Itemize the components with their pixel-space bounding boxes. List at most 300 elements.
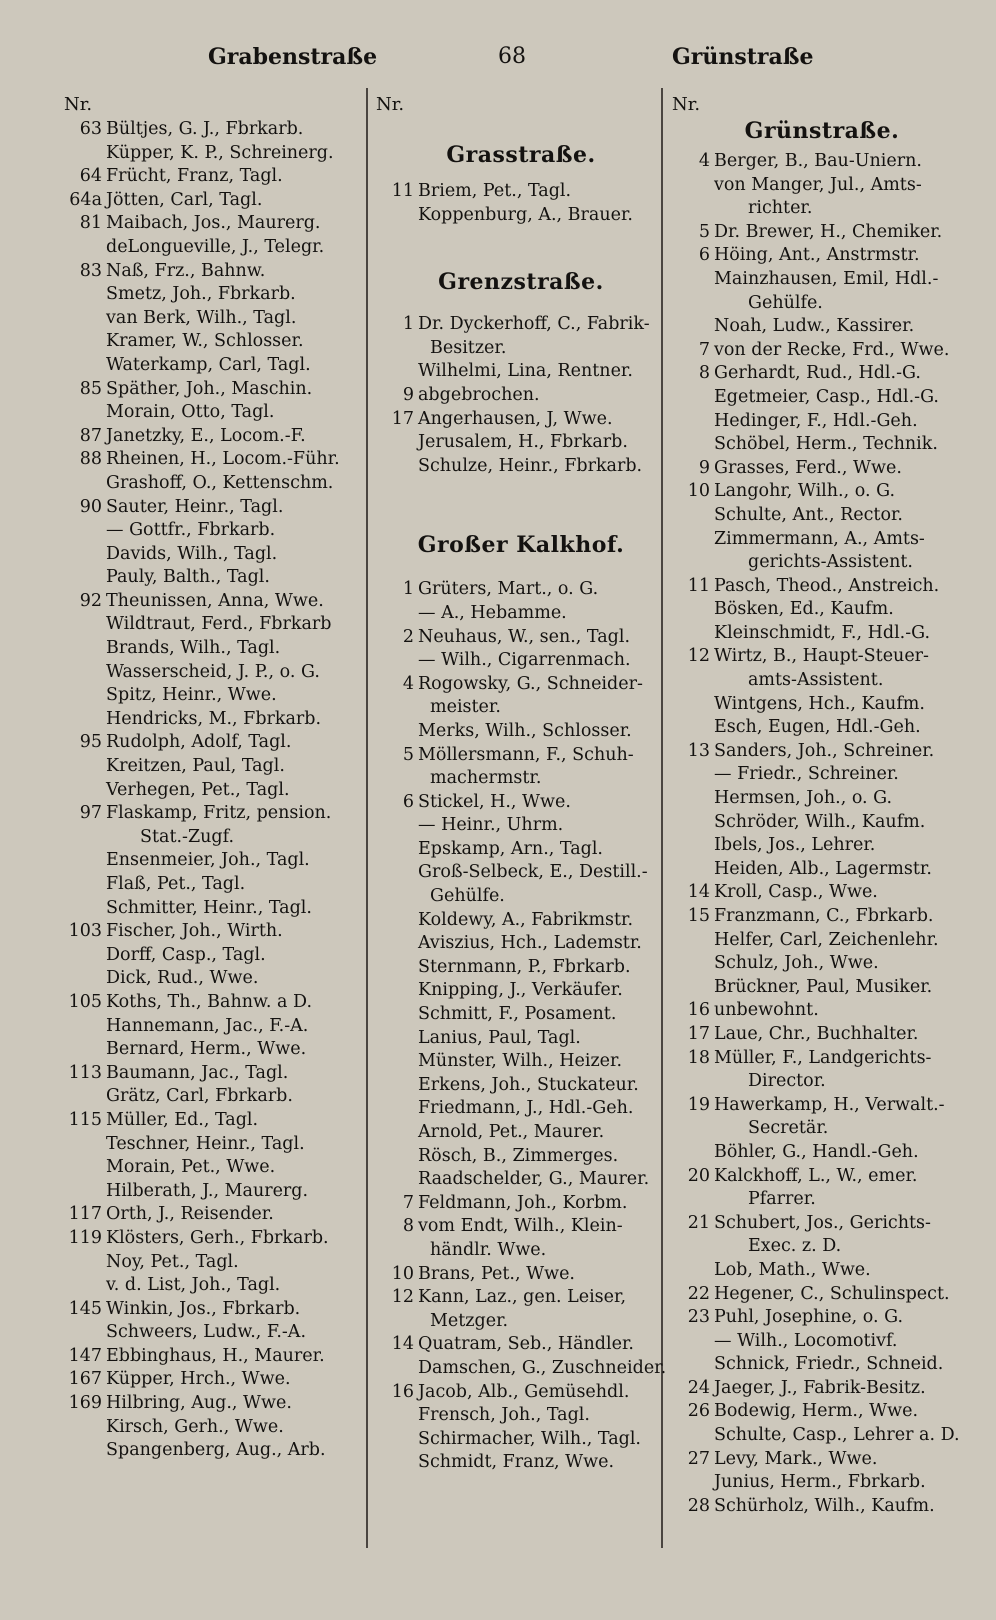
house-number: 5 — [698, 221, 710, 242]
resident-entry: Bültjes, G. J., Fbrkarb. — [106, 119, 304, 139]
resident-entry: Merks, Wilh., Schlosser. — [418, 720, 632, 741]
entry-line — [64, 1085, 364, 1109]
resident-entry: Ensenmeier, Joh., Tagl. — [106, 850, 310, 871]
resident-entry: Bodewig, Herm., Wwe. — [714, 1401, 919, 1422]
resident-entry: Maibach, Jos., Maurerg. — [106, 213, 321, 234]
resident-entry: Lanius, Paul, Tagl. — [418, 1027, 581, 1048]
resident-entry: Gehülfe. — [430, 886, 505, 907]
resident-entry: v. d. List, Joh., Tagl. — [106, 1275, 281, 1296]
entry-line — [64, 1321, 364, 1345]
entry-line — [672, 433, 972, 457]
resident-entry: Morain, Pet., Wwe. — [106, 1157, 276, 1178]
entry-line — [376, 1097, 666, 1121]
house-number: 145 — [68, 1298, 102, 1319]
resident-entry: Metzger. — [430, 1310, 509, 1331]
entry-line — [672, 881, 972, 905]
resident-entry: Levy, Mark., Wwe. — [714, 1448, 878, 1469]
resident-entry: Sanders, Joh., Schreiner. — [714, 740, 935, 761]
resident-entry: Schulze, Heinr., Fbrkarb. — [418, 455, 643, 476]
house-number: 10 — [687, 481, 710, 502]
resident-entry: Hilbring, Aug., Wwe. — [106, 1393, 292, 1414]
resident-entry: Helfer, Carl, Zeichenlehr. — [714, 929, 939, 950]
entry-line — [672, 150, 972, 174]
house-number: 6 — [402, 791, 414, 812]
entry-line — [376, 455, 666, 479]
resident-entry: Kalckhoff, L., W., emer. — [714, 1165, 918, 1186]
street-heading-grenzstrasse: Grenzstraße. — [438, 269, 604, 296]
resident-entry: Spitz, Heinr., Wwe. — [106, 685, 277, 706]
entry-line — [64, 779, 364, 803]
resident-entry: Küpper, K. P., Schreinerg. — [106, 142, 334, 163]
nr-label: Nr. — [672, 94, 701, 115]
street-heading-grosser-kalkhof: Großer Kalkhof. — [417, 532, 625, 559]
resident-entry: Münster, Wilh., Heizer. — [418, 1051, 623, 1072]
house-number: 14 — [391, 1334, 414, 1355]
house-number: 23 — [687, 1307, 710, 1328]
resident-entry: Schöbel, Herm., Technik. — [714, 434, 938, 455]
entry-line — [672, 244, 972, 268]
resident-entry: Bernard, Herm., Wwe. — [106, 1039, 307, 1060]
entry-line — [64, 1038, 364, 1062]
resident-entry: Hegener, C., Schulinspect. — [714, 1283, 950, 1304]
house-number: 8 — [402, 1216, 414, 1237]
resident-entry: Dr. Dyckerhoff, C., Fabrik- — [418, 314, 650, 335]
resident-entry: Langohr, Wilh., o. G. — [714, 481, 896, 502]
resident-entry: Hilberath, J., Maurerg. — [106, 1180, 309, 1201]
resident-entry: Schulz, Joh., Wwe. — [714, 953, 879, 974]
section-grosser-kalkhof — [376, 578, 666, 1475]
resident-entry: Grüters, Mart., o. G. — [418, 579, 599, 600]
house-number: 87 — [79, 425, 102, 446]
entry-line — [376, 1027, 666, 1051]
resident-entry: Klösters, Gerh., Fbrkarb. — [106, 1227, 329, 1248]
house-number: 21 — [687, 1212, 710, 1233]
entry-line — [672, 339, 972, 363]
resident-entry: Schürholz, Wilh., Kaufm. — [714, 1495, 935, 1516]
house-number: 83 — [79, 260, 102, 281]
resident-entry: Stickel, H., Wwe. — [418, 791, 571, 812]
entry-line — [672, 952, 972, 976]
entry-line — [672, 528, 972, 552]
house-number: 2 — [402, 626, 414, 647]
entry-line — [64, 519, 364, 543]
entry-line — [64, 425, 364, 449]
entry-line — [376, 767, 666, 791]
entry-line — [376, 1239, 666, 1263]
resident-entry: Schulte, Casp., Lehrer a. D. — [714, 1425, 960, 1446]
entry-line — [376, 1404, 666, 1428]
resident-entry: unbewohnt. — [714, 1000, 819, 1021]
entry-line — [64, 873, 364, 897]
resident-entry: Epskamp, Arn., Tagl. — [418, 838, 603, 859]
entry-line — [64, 1156, 364, 1180]
entry-line — [672, 197, 972, 221]
house-number: 147 — [68, 1345, 102, 1366]
entry-line — [672, 763, 972, 787]
entry-line — [376, 1121, 666, 1145]
resident-entry: Janetzky, E., Locom.-F. — [106, 425, 306, 446]
entry-line — [672, 1070, 972, 1094]
resident-entry: — Wilh., Cigarrenmach. — [418, 650, 631, 671]
resident-entry: Orth, J., Reisender. — [106, 1204, 274, 1225]
house-number: 19 — [687, 1094, 710, 1115]
entry-line — [64, 802, 364, 826]
entry-line — [376, 431, 666, 455]
resident-entry: — Friedr., Schreiner. — [714, 764, 899, 785]
resident-entry: Gerhardt, Rud., Hdl.-G. — [714, 363, 921, 384]
entry-line — [376, 1145, 666, 1169]
entry-line — [376, 1074, 666, 1098]
resident-entry: meister. — [430, 697, 501, 718]
entry-line — [64, 1439, 364, 1463]
entry-line — [64, 566, 364, 590]
house-number: 103 — [68, 921, 102, 942]
entry-line — [64, 1416, 364, 1440]
entry-line — [672, 1117, 972, 1141]
resident-entry: Junius, Herm., Fbrkarb. — [714, 1472, 926, 1493]
column-2 — [376, 92, 666, 1475]
entry-line — [376, 1310, 666, 1334]
entry-line — [64, 1274, 364, 1298]
resident-entry: Müller, F., Landgerichts- — [714, 1047, 932, 1068]
resident-entry: Raadschelder, G., Maurer. — [418, 1169, 650, 1190]
entry-line — [376, 861, 666, 885]
header-left-street: Grabenstraße — [208, 44, 378, 70]
entry-line — [672, 999, 972, 1023]
resident-entry: Kleinschmidt, F., Hdl.-G. — [714, 622, 931, 643]
resident-entry: Pasch, Theod., Anstreich. — [714, 575, 940, 596]
section-grenzstrasse — [376, 313, 666, 478]
entry-line — [376, 932, 666, 956]
house-number: 8 — [698, 363, 710, 384]
entry-line — [376, 602, 666, 626]
resident-entry: Frensch, Joh., Tagl. — [418, 1405, 590, 1426]
entry-line — [64, 142, 364, 166]
resident-entry: Gehülfe. — [748, 292, 823, 313]
entry-line — [376, 360, 666, 384]
resident-entry: Kreitzen, Paul, Tagl. — [106, 756, 285, 777]
house-number: 16 — [687, 1000, 710, 1021]
entry-line — [672, 1259, 972, 1283]
entry-line — [672, 1306, 972, 1330]
resident-entry: Koths, Th., Bahnw. a D. — [106, 991, 313, 1012]
entry-line — [672, 386, 972, 410]
entry-line — [672, 669, 972, 693]
entry-line — [672, 1165, 972, 1189]
resident-entry: Puhl, Josephine, o. G. — [714, 1307, 904, 1328]
house-number: 169 — [68, 1393, 102, 1414]
house-number: 22 — [687, 1283, 710, 1304]
entry-line — [64, 496, 364, 520]
resident-entry: Grasses, Ferd., Wwe. — [714, 457, 902, 478]
entry-line — [376, 909, 666, 933]
resident-entry: Wilhelmi, Lina, Rentner. — [418, 361, 633, 382]
resident-entry: Küpper, Hrch., Wwe. — [106, 1369, 291, 1390]
resident-entry: Rogowsky, G., Schneider- — [418, 673, 643, 694]
entry-line — [672, 362, 972, 386]
resident-entry: Schmitt, F., Posament. — [418, 1004, 617, 1025]
resident-entry: Pauly, Balth., Tagl. — [106, 567, 270, 588]
entry-line — [376, 1050, 666, 1074]
entry-line — [376, 1333, 666, 1357]
house-number: 97 — [79, 803, 102, 824]
resident-entry: Berger, B., Bau-Uniern. — [714, 151, 922, 171]
house-number: 10 — [391, 1263, 414, 1284]
resident-entry: Spangenberg, Aug., Arb. — [106, 1440, 326, 1461]
house-number: 7 — [698, 339, 710, 360]
resident-entry: von der Recke, Frd., Wwe. — [714, 339, 950, 360]
house-number: 1 — [402, 314, 414, 335]
resident-entry: Angerhausen, J, Wwe. — [418, 408, 613, 429]
nr-label: Nr. — [376, 94, 405, 115]
entry-line — [672, 1283, 972, 1307]
entry-line — [376, 1428, 666, 1452]
house-number: 90 — [79, 496, 102, 517]
house-number: 18 — [687, 1047, 710, 1068]
house-number: 11 — [391, 181, 414, 201]
entry-line — [672, 858, 972, 882]
entry-line — [672, 1023, 972, 1047]
resident-entry: Noah, Ludw., Kassirer. — [714, 316, 915, 337]
entry-line — [672, 268, 972, 292]
entry-line — [64, 1392, 364, 1416]
house-number: 92 — [79, 590, 102, 611]
entry-line — [376, 744, 666, 768]
resident-entry: Briem, Pet., Tagl. — [418, 181, 572, 201]
entry-line — [672, 1047, 972, 1071]
resident-entry: Späther, Joh., Maschin. — [106, 378, 313, 399]
entry-line — [64, 472, 364, 496]
resident-entry: Bösken, Ed., Kaufm. — [714, 599, 894, 620]
house-number: 7 — [402, 1192, 414, 1213]
resident-entry: Wirtz, B., Haupt-Steuer- — [714, 646, 929, 667]
entry-line — [376, 180, 666, 204]
resident-entry: Kroll, Casp., Wwe. — [714, 882, 878, 903]
house-number: 113 — [68, 1062, 102, 1083]
entry-line — [64, 920, 364, 944]
house-number: 105 — [68, 991, 102, 1012]
entry-line — [672, 575, 972, 599]
entry-line — [672, 1330, 972, 1354]
resident-entry: machermstr. — [430, 768, 542, 789]
resident-entry: Sternmann, P., Fbrkarb. — [418, 956, 631, 977]
entry-line — [64, 991, 364, 1015]
resident-entry: Exec. z. D. — [748, 1236, 842, 1257]
resident-entry: Frücht, Franz, Tagl. — [106, 166, 283, 187]
house-number: 12 — [391, 1287, 414, 1308]
resident-entry: Flaskamp, Fritz, pension. — [106, 803, 332, 824]
resident-entry: Kramer, W., Schlosser. — [106, 331, 304, 352]
resident-entry: Müller, Ed., Tagl. — [106, 1109, 259, 1130]
resident-entry: Zimmermann, A., Amts- — [714, 528, 925, 549]
resident-entry: Wildtraut, Ferd., Fbrkarb — [106, 614, 332, 635]
resident-entry: — Wilh., Locomotivf. — [714, 1330, 898, 1351]
section-grasstrasse — [376, 180, 666, 227]
section-gruenstrasse — [672, 150, 972, 1518]
entry-line — [376, 1192, 666, 1216]
house-number: 95 — [79, 732, 102, 753]
entry-line — [672, 1094, 972, 1118]
resident-entry: Lob, Math., Wwe. — [714, 1259, 871, 1280]
resident-entry: Schmitter, Heinr., Tagl. — [106, 897, 312, 918]
resident-entry: Hermsen, Joh., o. G. — [714, 788, 893, 809]
entry-line — [672, 598, 972, 622]
house-number: 24 — [687, 1377, 710, 1398]
house-number: 63 — [79, 119, 102, 139]
entry-line — [672, 811, 972, 835]
resident-entry: Secretär. — [748, 1118, 829, 1139]
entry-line — [376, 204, 666, 228]
column-1 — [64, 92, 364, 1463]
entry-line — [64, 613, 364, 637]
entry-line — [376, 956, 666, 980]
entry-line — [64, 897, 364, 921]
resident-entry: Brückner, Paul, Musiker. — [714, 976, 933, 997]
resident-entry: Ebbinghaus, H., Maurer. — [106, 1345, 325, 1366]
resident-entry: Friedmann, J., Hdl.-Geh. — [418, 1098, 634, 1119]
resident-entry: Böhler, G., Handl.-Geh. — [714, 1141, 919, 1162]
entry-line — [64, 731, 364, 755]
entry-line — [64, 1203, 364, 1227]
entry-line — [672, 929, 972, 953]
resident-entry: Waterkamp, Carl, Tagl. — [106, 354, 311, 375]
house-number: 5 — [402, 744, 414, 765]
resident-entry: — Gottfr., Fbrkarb. — [106, 520, 276, 541]
resident-entry: Smetz, Joh., Fbrkarb. — [106, 284, 296, 305]
entry-line — [376, 408, 666, 432]
house-number: 81 — [79, 213, 102, 234]
resident-entry: amts-Assistent. — [748, 670, 884, 691]
resident-entry: Wintgens, Hch., Kaufm. — [714, 693, 925, 714]
resident-entry: Dr. Brewer, H., Chemiker. — [714, 221, 943, 242]
resident-entry: Brands, Wilh., Tagl. — [106, 638, 281, 659]
entry-line — [672, 1400, 972, 1424]
entry-line — [376, 626, 666, 650]
resident-entry: Dick, Rud., Wwe. — [106, 968, 259, 989]
entry-line — [64, 1015, 364, 1039]
entry-line — [672, 1235, 972, 1259]
entry-line — [64, 236, 364, 260]
resident-entry: Koldewy, A., Fabrikmstr. — [418, 909, 634, 930]
entry-line — [64, 283, 364, 307]
house-number: 15 — [687, 906, 710, 926]
resident-entry: Feldmann, Joh., Korbm. — [418, 1192, 628, 1213]
house-number: 4 — [698, 151, 710, 171]
house-number: 13 — [687, 740, 710, 761]
entry-line — [376, 838, 666, 862]
entry-line — [64, 1109, 364, 1133]
resident-entry: Erkens, Joh., Stuckateur. — [418, 1074, 639, 1095]
house-number: 14 — [687, 882, 710, 903]
house-number: 6 — [698, 245, 710, 266]
house-number: 26 — [687, 1401, 710, 1422]
header-right-street: Grünstraße — [672, 44, 814, 70]
resident-entry: Hedinger, F., Hdl.-Geh. — [714, 410, 918, 431]
entry-line — [64, 330, 364, 354]
resident-entry: Egetmeier, Casp., Hdl.-G. — [714, 386, 939, 407]
entry-line — [672, 1424, 972, 1448]
house-number: 16 — [391, 1381, 414, 1402]
column-divider-1 — [366, 88, 368, 1548]
entry-line — [64, 826, 364, 850]
entry-line — [672, 976, 972, 1000]
entry-line — [672, 315, 972, 339]
entry-line — [672, 1353, 972, 1377]
entry-line — [376, 791, 666, 815]
house-number: 20 — [687, 1165, 710, 1186]
resident-entry: Naß, Frz., Bahnw. — [106, 260, 266, 281]
resident-entry: Schnick, Friedr., Schneid. — [714, 1354, 944, 1375]
entry-line — [672, 787, 972, 811]
entry-line — [672, 693, 972, 717]
entry-line — [672, 551, 972, 575]
entry-line — [376, 1168, 666, 1192]
resident-entry: Schröder, Wilh., Kaufm. — [714, 811, 926, 832]
entry-line — [672, 716, 972, 740]
page-header — [0, 40, 996, 80]
resident-entry: Schirmacher, Wilh., Tagl. — [418, 1428, 641, 1449]
resident-entry: Winkin, Jos., Fbrkarb. — [106, 1298, 301, 1319]
entry-line — [672, 1188, 972, 1212]
resident-entry: Hawerkamp, H., Verwalt.- — [714, 1094, 945, 1115]
resident-entry: abgebrochen. — [418, 384, 540, 405]
house-number: 17 — [391, 408, 414, 429]
house-number: 64 — [79, 166, 102, 187]
entry-line — [672, 740, 972, 764]
entry-line — [672, 1495, 972, 1519]
house-number: 28 — [687, 1495, 710, 1516]
entry-line — [672, 292, 972, 316]
resident-entry: Pfarrer. — [748, 1189, 816, 1210]
entry-line — [64, 1251, 364, 1275]
entry-line — [64, 118, 364, 142]
resident-entry: Director. — [748, 1071, 826, 1092]
resident-entry: Dorff, Casp., Tagl. — [106, 944, 266, 965]
entry-line — [672, 645, 972, 669]
entry-line — [64, 189, 364, 213]
entry-line — [64, 307, 364, 331]
resident-entry: Jaeger, J., Fabrik-Besitz. — [714, 1377, 926, 1398]
resident-entry: Besitzer. — [430, 337, 507, 358]
resident-entry: Koppenburg, A., Brauer. — [418, 204, 633, 225]
entry-line — [376, 649, 666, 673]
entry-line — [672, 480, 972, 504]
resident-entry: Höing, Ant., Anstrmstr. — [714, 245, 920, 266]
entry-line — [376, 696, 666, 720]
resident-entry: Grätz, Carl, Fbrkarb. — [106, 1086, 293, 1107]
resident-entry: Esch, Eugen, Hdl.-Geh. — [714, 717, 921, 738]
entry-line — [64, 1368, 364, 1392]
resident-entry: Jerusalem, H., Fbrkarb. — [418, 432, 628, 453]
resident-entry: Baumann, Jac., Tagl. — [106, 1062, 289, 1083]
entry-line — [376, 313, 666, 337]
entry-line — [376, 720, 666, 744]
house-number: 167 — [68, 1369, 102, 1390]
resident-entry: Theunissen, Anna, Wwe. — [106, 590, 324, 611]
entry-line — [672, 221, 972, 245]
house-number: 119 — [68, 1227, 102, 1248]
entry-line — [64, 590, 364, 614]
resident-entry: Fischer, Joh., Wirth. — [106, 921, 283, 942]
resident-entry: vom Endt, Wilh., Klein- — [418, 1216, 623, 1237]
entry-line — [672, 174, 972, 198]
entry-line — [672, 1377, 972, 1401]
entry-line — [376, 578, 666, 602]
house-number: 17 — [687, 1023, 710, 1044]
resident-entry: deLongueville, J., Telegr. — [106, 236, 325, 257]
resident-entry: Teschner, Heinr., Tagl. — [106, 1133, 305, 1154]
entry-line — [64, 1345, 364, 1369]
